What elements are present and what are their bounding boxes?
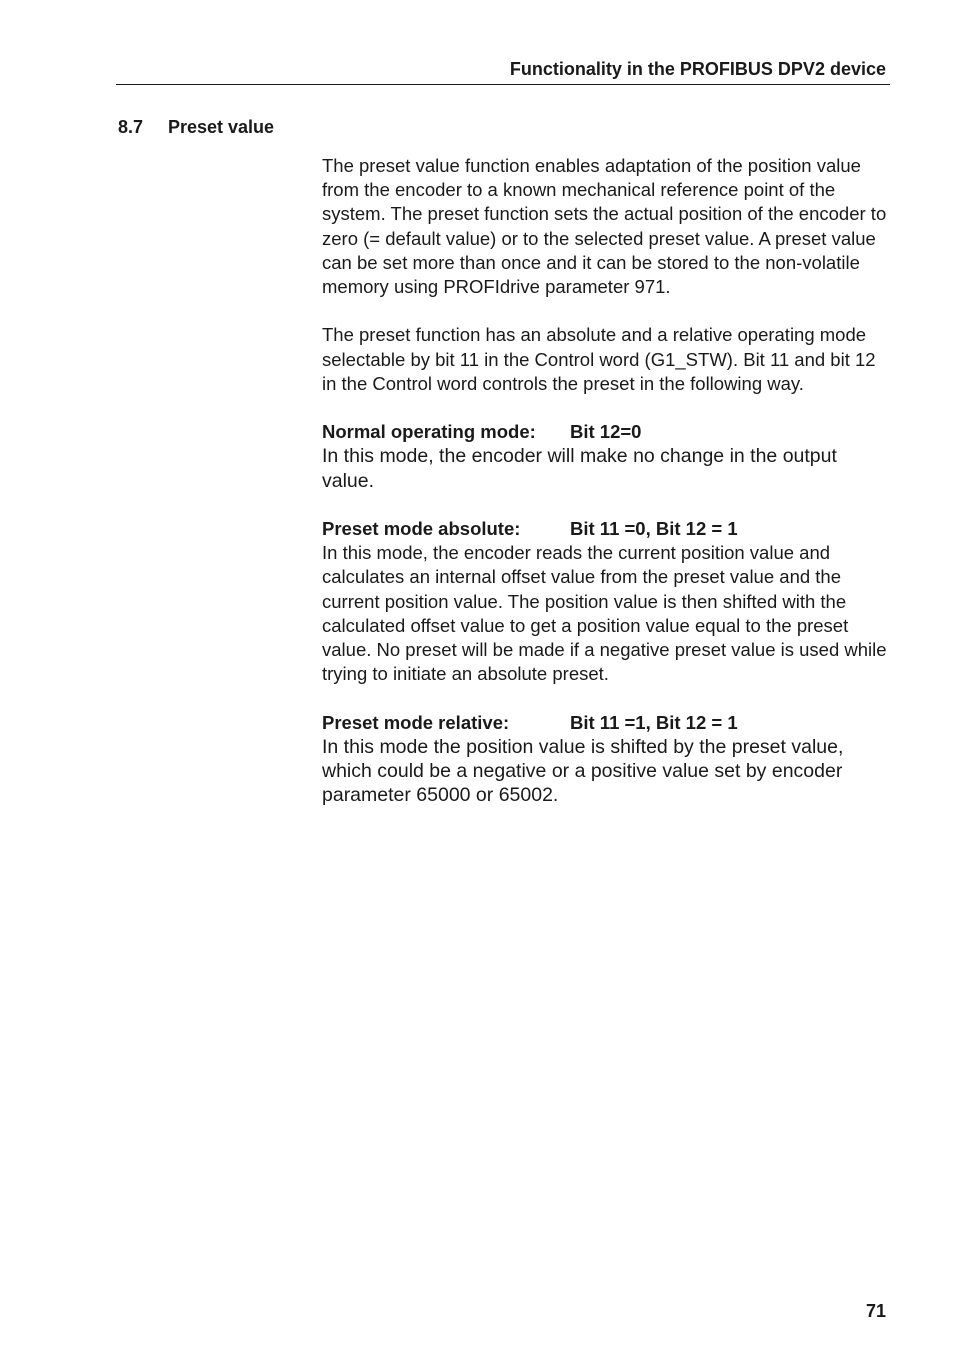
running-header-title: Functionality in the PROFIBUS DPV2 device <box>509 59 886 79</box>
modes-paragraph: The preset function has an absolute and a relative operating mode selectable by bit 11 in the Control word (G1_STW). Bit 11 and bit 12 in the Control word controls the preset in the following way. <box>322 324 876 394</box>
mode-heading <box>322 711 892 735</box>
mode-bits: Bit 11 =1, Bit 12 = 1 <box>570 711 738 733</box>
mode-description: In this mode, the encoder will make no change in the output value. <box>322 445 837 492</box>
mode-label: Normal operating mode: <box>322 421 536 443</box>
mode-heading <box>322 517 892 541</box>
mode-label: Preset mode relative: <box>322 711 510 733</box>
page-number: 71 <box>865 1301 886 1321</box>
section-title: Preset value <box>168 117 275 137</box>
mode-bits: Bit 11 =0, Bit 12 = 1 <box>570 518 738 539</box>
mode-normal <box>322 420 892 493</box>
mode-label: Preset mode absolute: <box>322 518 521 539</box>
header-divider <box>116 84 890 85</box>
body-content <box>322 154 892 832</box>
mode-heading <box>322 420 892 444</box>
mode-bits: Bit 12=0 <box>570 421 642 443</box>
mode-preset-absolute <box>322 517 892 686</box>
section-number: 8.7 <box>118 117 144 137</box>
mode-preset-relative <box>322 711 892 808</box>
section-heading <box>118 117 274 138</box>
mode-description: In this mode the position value is shifted by the preset value, which could be a negative or a positive value set by encoder parameter 65000 or 65002. <box>322 735 844 807</box>
intro-paragraph: The preset value function enables adaptation of the position value from the encoder to a known mechanical reference point of the system. The preset function sets the actual position of the encoder to zero (= default value) or to the selected preset value. A preset value can be set more than once and it can be stored to the non-volatile memory using PROFIdrive parameter 971. <box>322 155 887 298</box>
mode-description: In this mode, the encoder reads the current position value and calculates an internal offset value from the preset value and the current position value. The position value is then shifted with the calculated offset value to get a position value equal to the preset value. No preset will be made if a negative preset value is used while trying to initiate an absolute preset. <box>322 542 887 685</box>
